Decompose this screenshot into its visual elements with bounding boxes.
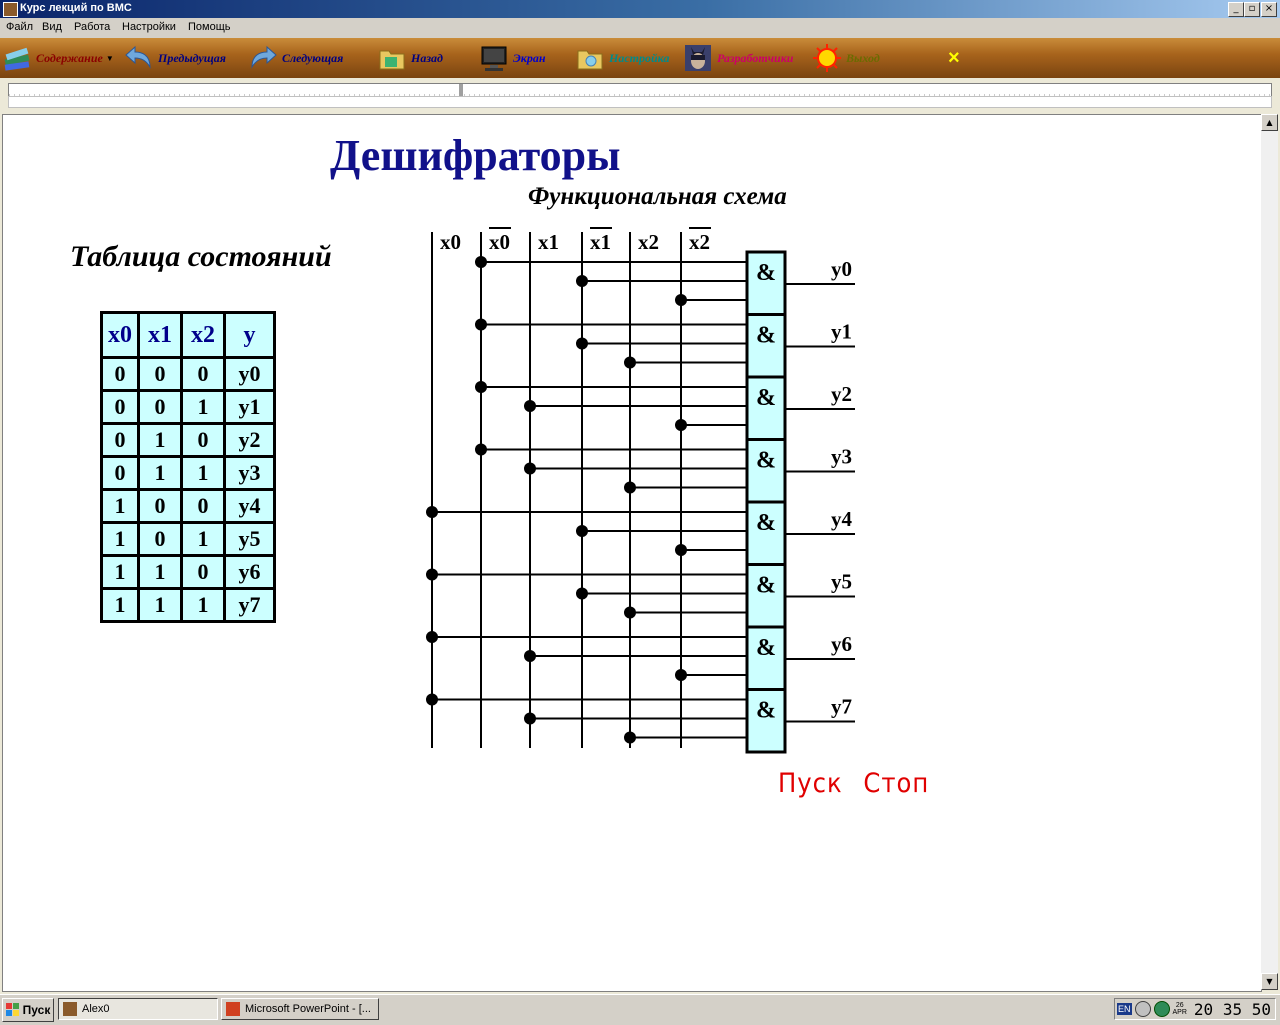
- contents-button[interactable]: [2, 42, 114, 74]
- table-cell: 1: [139, 589, 182, 622]
- table-cell: 1: [182, 523, 225, 556]
- start-button[interactable]: Пуск: [778, 768, 843, 799]
- output-label: y7: [831, 694, 852, 719]
- sun-icon: [812, 43, 842, 73]
- close-toolbar-button[interactable]: [948, 42, 960, 74]
- junction-dot: [475, 381, 487, 393]
- junction-dot: [624, 357, 636, 369]
- table-cell: 1: [139, 556, 182, 589]
- scroll-down-arrow-icon[interactable]: ▼: [1261, 973, 1278, 990]
- table-cell: 0: [139, 358, 182, 391]
- ruler: [8, 83, 1272, 97]
- previous-label: Предыдущая: [158, 50, 226, 65]
- clock: 20 35 50: [1193, 999, 1271, 1019]
- title-bar: [0, 0, 1280, 18]
- gate-symbol: &: [756, 697, 776, 724]
- table-cell: y3: [225, 457, 275, 490]
- junction-dot: [675, 669, 687, 681]
- maximize-button[interactable]: ▫: [1244, 2, 1260, 17]
- table-cell: 0: [182, 358, 225, 391]
- junction-dot: [426, 569, 438, 581]
- stop-button[interactable]: Стоп: [863, 768, 930, 799]
- task-label: Alex0: [82, 1003, 110, 1015]
- table-row: [102, 424, 275, 457]
- table-cell: 0: [182, 490, 225, 523]
- state-table: [100, 311, 276, 623]
- output-label: y4: [831, 507, 852, 531]
- back-label: Назад: [411, 50, 443, 65]
- gate-symbol: &: [756, 260, 776, 286]
- books-icon: [2, 43, 32, 73]
- input-label: x2: [689, 230, 710, 254]
- state-table-body: [102, 358, 275, 622]
- table-row: [102, 523, 275, 556]
- header-y: y: [225, 313, 275, 358]
- app-icon[interactable]: [3, 2, 18, 17]
- minimize-button[interactable]: _: [1228, 2, 1244, 17]
- header-x2: x2: [182, 313, 225, 358]
- header-x0: x0: [102, 313, 139, 358]
- table-cell: 0: [139, 523, 182, 556]
- table-cell: y1: [225, 391, 275, 424]
- input-label: x1: [590, 230, 611, 254]
- table-row: [102, 589, 275, 622]
- start-label: Пуск: [22, 1003, 51, 1017]
- start-button-taskbar[interactable]: [2, 998, 54, 1022]
- output-label: y6: [831, 632, 852, 656]
- junction-dot: [624, 607, 636, 619]
- table-row: [102, 490, 275, 523]
- ruler-bottom: [8, 96, 1272, 108]
- table-cell: 0: [102, 424, 139, 457]
- table-row: [102, 457, 275, 490]
- ruler-ticks: [9, 84, 1271, 96]
- table-row: [102, 391, 275, 424]
- table-cell: y0: [225, 358, 275, 391]
- diagram-title: Функциональная схема: [528, 183, 787, 210]
- menu-bar: [0, 18, 1280, 38]
- settings-button[interactable]: [575, 42, 669, 74]
- table-cell: 1: [102, 589, 139, 622]
- input-label: x1: [538, 230, 559, 254]
- language-indicator[interactable]: EN: [1118, 1004, 1131, 1014]
- input-label: x0: [440, 230, 461, 254]
- input-label: x2: [638, 230, 659, 254]
- app-icon: [63, 1002, 77, 1016]
- screen-label: Экран: [513, 50, 546, 65]
- table-cell: 1: [102, 490, 139, 523]
- decoder-diagram: [420, 222, 880, 762]
- settings-folder-icon: [575, 43, 605, 73]
- table-cell: 0: [102, 391, 139, 424]
- junction-dot: [576, 588, 588, 600]
- gate-symbol: &: [756, 635, 776, 661]
- scroll-up-arrow-icon[interactable]: ▲: [1261, 114, 1278, 131]
- next-label: Следующая: [282, 50, 344, 65]
- contents-label: Содержание: [36, 50, 103, 65]
- junction-dot: [576, 338, 588, 350]
- gate-symbol: &: [756, 322, 776, 349]
- junction-dot: [475, 319, 487, 331]
- junction-dot: [524, 463, 536, 475]
- ruler-marker[interactable]: [459, 84, 463, 96]
- monitor-icon: [479, 43, 509, 73]
- batman-icon: [683, 43, 713, 73]
- windows-logo-icon: [6, 1003, 20, 1017]
- table-cell: 0: [139, 490, 182, 523]
- output-label: y3: [831, 444, 852, 469]
- junction-dot: [675, 544, 687, 556]
- developers-label: Разработчики: [717, 50, 794, 65]
- volume-icon[interactable]: [1135, 1001, 1151, 1017]
- close-icon: ×: [948, 46, 960, 69]
- output-label: y2: [831, 382, 852, 406]
- close-button[interactable]: ×: [1261, 2, 1277, 17]
- menu-settings[interactable]: Настройки: [122, 21, 176, 33]
- folder-icon: [377, 43, 407, 73]
- task-powerpoint[interactable]: [221, 998, 379, 1020]
- table-cell: 0: [102, 457, 139, 490]
- table-cell: 1: [182, 457, 225, 490]
- table-cell: 0: [102, 358, 139, 391]
- developers-button[interactable]: [683, 42, 793, 74]
- junction-dot: [426, 506, 438, 518]
- task-label: Microsoft PowerPoint - [...: [245, 1003, 371, 1015]
- taskbar: [0, 994, 1280, 1025]
- table-cell: 1: [102, 556, 139, 589]
- junction-dot: [524, 400, 536, 412]
- output-label: y1: [831, 319, 852, 344]
- system-tray: [1114, 998, 1276, 1020]
- junction-dot: [624, 732, 636, 744]
- vertical-scrollbar[interactable]: [1261, 114, 1278, 990]
- toolbar: [0, 38, 1280, 78]
- junction-dot: [675, 419, 687, 431]
- table-cell: y4: [225, 490, 275, 523]
- settings-label: Настройка: [609, 50, 670, 65]
- table-cell: y6: [225, 556, 275, 589]
- junction-dot: [426, 631, 438, 643]
- menu-view[interactable]: Вид: [42, 21, 62, 33]
- table-cell: 0: [182, 424, 225, 457]
- junction-dot: [624, 482, 636, 494]
- junction-dot: [576, 275, 588, 287]
- table-header-row: [102, 313, 275, 358]
- table-cell: 0: [182, 556, 225, 589]
- task-alex0[interactable]: [58, 998, 218, 1020]
- chevron-down-icon: ▼: [105, 53, 114, 63]
- menu-help[interactable]: Помощь: [188, 21, 231, 33]
- table-title: Таблица состояний: [70, 240, 332, 273]
- exit-button[interactable]: [812, 42, 880, 74]
- junction-dot: [675, 294, 687, 306]
- gate-symbol: &: [756, 510, 776, 536]
- run-controls: [778, 768, 929, 799]
- output-label: y0: [831, 257, 852, 281]
- table-cell: 1: [182, 391, 225, 424]
- screen-button[interactable]: [479, 42, 546, 74]
- table-cell: y5: [225, 523, 275, 556]
- output-label: y5: [831, 569, 852, 594]
- table-row: [102, 358, 275, 391]
- antivirus-icon[interactable]: [1154, 1001, 1170, 1017]
- table-cell: 1: [182, 589, 225, 622]
- menu-file[interactable]: Файл: [6, 21, 34, 33]
- window-title: Курс лекций по ВМС: [20, 2, 132, 14]
- gate-symbol: &: [756, 447, 776, 474]
- previous-button[interactable]: [124, 42, 226, 74]
- page-title: Дешифраторы: [330, 131, 621, 180]
- junction-dot: [524, 713, 536, 725]
- forward-arrow-icon: [248, 43, 278, 73]
- table-cell: 1: [139, 424, 182, 457]
- table-cell: 1: [102, 523, 139, 556]
- gate-symbol: &: [756, 572, 776, 599]
- powerpoint-icon: [226, 1002, 240, 1016]
- table-cell: y2: [225, 424, 275, 457]
- gate-symbol: &: [756, 385, 776, 411]
- back-arrow-icon: [124, 43, 154, 73]
- table-cell: y7: [225, 589, 275, 622]
- table-cell: 1: [139, 457, 182, 490]
- junction-dot: [524, 650, 536, 662]
- header-x1: x1: [139, 313, 182, 358]
- next-button[interactable]: [248, 42, 343, 74]
- junction-dot: [426, 694, 438, 706]
- junction-dot: [576, 525, 588, 537]
- table-row: [102, 556, 275, 589]
- exit-label: Выход: [846, 50, 880, 65]
- menu-work[interactable]: Работа: [74, 21, 111, 33]
- back-button[interactable]: [377, 42, 443, 74]
- input-label: x0: [489, 230, 510, 254]
- junction-dot: [475, 256, 487, 268]
- date-indicator: 26 APR: [1172, 1002, 1187, 1016]
- table-cell: 0: [139, 391, 182, 424]
- junction-dot: [475, 444, 487, 456]
